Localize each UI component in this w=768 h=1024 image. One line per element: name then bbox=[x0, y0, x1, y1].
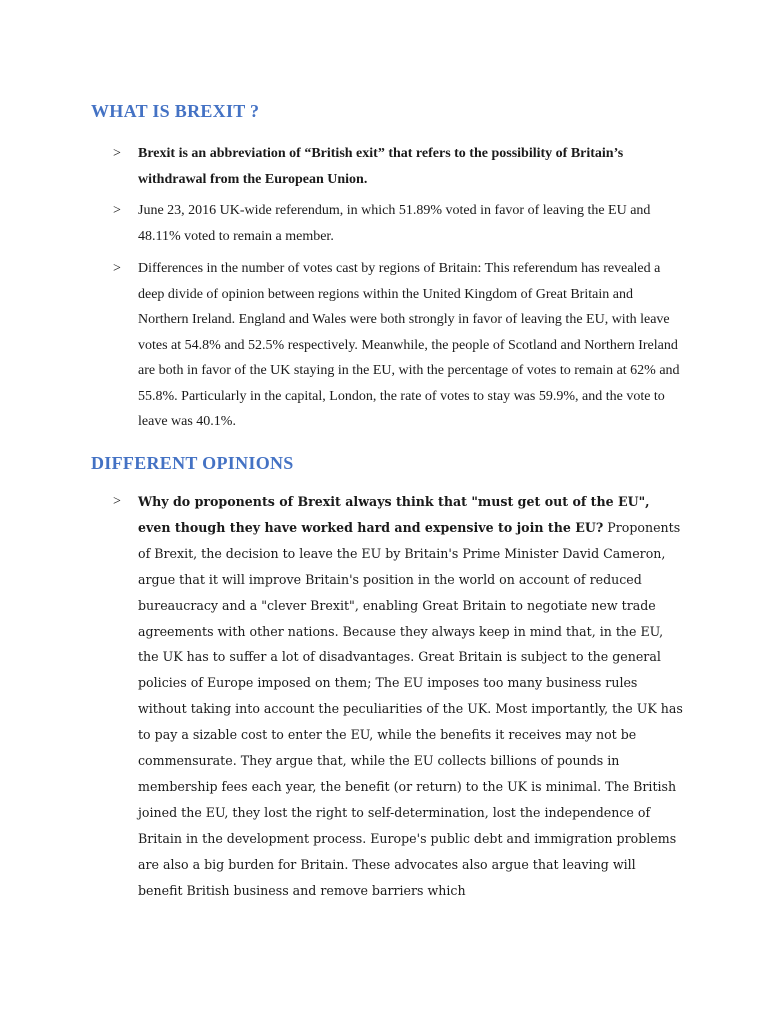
bullet-marker: > bbox=[113, 146, 121, 161]
bullet-marker: > bbox=[113, 261, 121, 276]
bullet-marker: > bbox=[113, 203, 121, 218]
opinion-answer: Proponents of Brexit, the decision to leave the EU by Britain's Prime Minister David Cameron, argue that it will improve Britain's position in the world on account of reduced bureaucracy and a "clever Brexit", enabling Great Britain to negotiate new trade agreements with other nations. Because they always keep in mind that, in the EU, the UK has to suffer a lot of disadvantages. Great Britain is subject to the general policies of Europe imposed on them; The EU imposes too many business rules without taking into account the peculiarities of the UK. Most importantly, the UK has to pay a sizable cost to enter the EU, while the benefits it receives may not be commensurate. They argue that, while the EU collects billions of pounds in membership fees each year, the benefit (or return) to the UK is minimal. The British joined the EU, they lost the right to self-determination, lost the independence of Britain in the development process. Europe's public debt and immigration problems are also a big burden for Britain. These advocates also argue that leaving will benefit British business and remove barriers which bbox=[138, 519, 683, 898]
opinion-text bbox=[138, 489, 683, 904]
bullet-marker: > bbox=[113, 494, 121, 509]
bullet-text-3: Differences in the number of votes cast by regions of Britain: This referendum has revealed a deep divide of opinion between regions within the United Kingdom of Great Britain and Northern Ireland. England and Wales were both strongly in favor of leaving the EU, with leave votes at 54.8% and 52.5% respectively. Meanwhile, the people of Scotland and Northern Ireland are both in favor of the UK staying in the EU, with the percentage of votes to remain at 62% and 55.8%. Particularly in the capital, London, the rate of votes to stay was 59.9%, and the vote to leave was 40.1%. bbox=[138, 261, 680, 429]
bullet-text-1: Brexit is an abbreviation of “British exit” that refers to the possibility of Britain’s withdrawal from the European Union. bbox=[138, 146, 624, 187]
heading-what-is-brexit: WHAT IS BREXIT ? bbox=[91, 101, 260, 121]
bullet-text-2: June 23, 2016 UK-wide referendum, in which 51.89% voted in favor of leaving the EU and 48.11% voted to remain a member. bbox=[138, 203, 651, 244]
heading-different-opinions: DIFFERENT OPINIONS bbox=[91, 453, 294, 473]
opinion-question: Why do proponents of Brexit always think that "must get out of the EU", even though they have worked hard and expensive to join the EU? bbox=[138, 494, 650, 535]
